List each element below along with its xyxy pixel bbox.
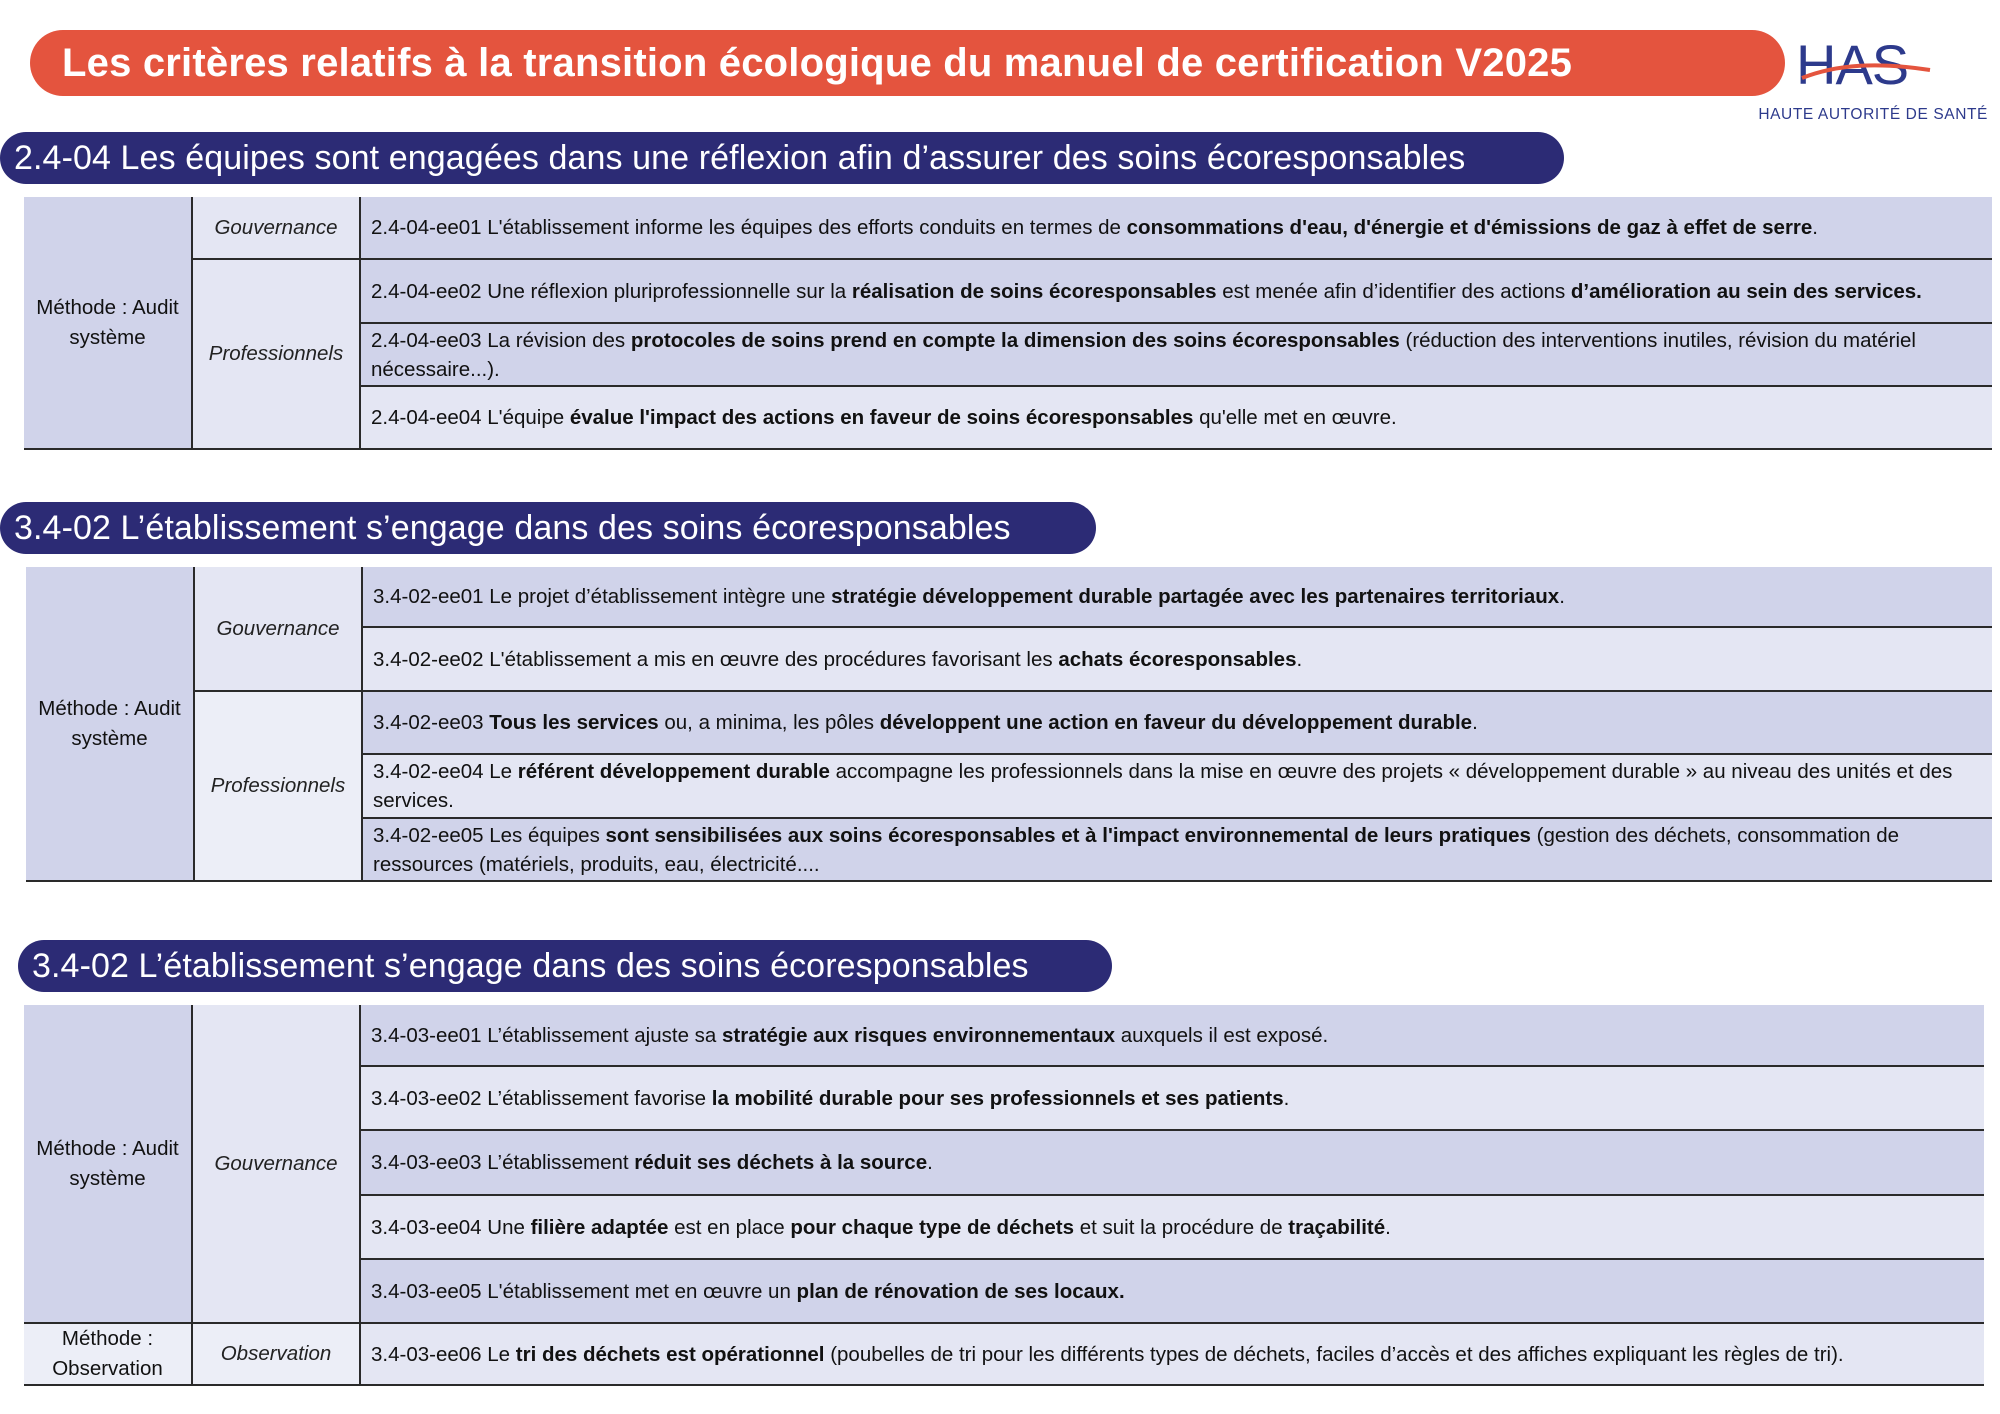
criterion-text: accompagne les professionnels dans la mise en œuvre des projets « développement durable » au niveau des unités et des services. [373, 760, 1953, 812]
criterion-id: 3.4-02-ee03 [373, 711, 484, 734]
criterion-text: . [1385, 1215, 1391, 1239]
category-cell: Gouvernance [194, 567, 362, 691]
criterion-emphasis: stratégie aux risques environnementaux [722, 1023, 1116, 1047]
criterion-text: Les équipes [483, 823, 606, 847]
criterion-text: . [927, 1151, 933, 1174]
criterion-emphasis: la mobilité durable pour ses professionnels et ses patients [711, 1086, 1284, 1110]
criterion-text: L’établissement ajuste sa [481, 1023, 723, 1047]
criterion-text: est menée afin d’identifier des actions [1216, 279, 1571, 303]
criterion-text: L’établissement favorise [481, 1086, 712, 1110]
criterion-text: . [1472, 711, 1478, 734]
criterion-cell [362, 818, 1992, 881]
criterion-text: ou, a minima, les pôles [658, 711, 880, 734]
criterion-cell [360, 259, 1992, 323]
criterion-id: 3.4-03-ee03 [371, 1151, 482, 1174]
criterion-emphasis: traçabilité [1288, 1215, 1386, 1239]
criterion-text: (poubelles de tri pour les différents types de déchets, faciles d’accès et des affiches expliquant les règles de tri). [824, 1342, 1844, 1366]
method-cell: Méthode : Audit système [24, 1005, 192, 1323]
method-cell: Méthode : Audit système [26, 567, 194, 881]
criterion-text: est en place [668, 1215, 791, 1239]
criterion-cell [360, 1323, 1984, 1385]
section-3-table [24, 1005, 1984, 1386]
criterion-text: L’établissement [481, 1151, 635, 1174]
title-banner [30, 30, 1785, 96]
criterion-text: . [1283, 1086, 1290, 1110]
logo-swoosh-icon [1798, 40, 1938, 100]
criterion-text: auxquels il est exposé. [1115, 1023, 1329, 1047]
section-1-table [24, 197, 1992, 450]
criterion-cell [360, 1130, 1984, 1195]
method-cell: Méthode : Audit système [24, 197, 192, 449]
criterion-text: et suit la procédure de [1074, 1215, 1289, 1239]
criterion-cell [362, 754, 1992, 818]
criterion-text: L'établissement a mis en œuvre des procédures favorisant les [483, 647, 1059, 671]
criterion-cell [362, 691, 1992, 754]
criterion-emphasis: tri des déchets est opérationnel [515, 1342, 825, 1366]
section-2-table [26, 567, 1992, 882]
category-cell: Gouvernance [192, 1005, 360, 1323]
criterion-id: 2.4-04-ee02 [371, 279, 482, 303]
criterion-text: (réduction des interventions inutiles, révision du matériel nécessaire...). [371, 328, 1916, 381]
criterion-emphasis: protocoles de soins prend en compte la dimension des soins écoresponsables [630, 328, 1400, 352]
section-1-title-pill [0, 132, 1564, 184]
criterion-text: Une [481, 1215, 531, 1239]
criterion-text: L'équipe [481, 406, 570, 429]
criterion-cell [360, 1066, 1984, 1130]
criterion-text: Le [483, 760, 518, 783]
criterion-emphasis: développent une action en faveur du développement durable [879, 711, 1473, 734]
criterion-id: 2.4-04-ee01 [371, 216, 482, 239]
criterion-emphasis: référent développement durable [517, 760, 830, 783]
criterion-id: 3.4-03-ee04 [371, 1215, 482, 1239]
criterion-emphasis: stratégie développement durable partagée avec les partenaires territoriaux [831, 585, 1560, 608]
criterion-text: L'établissement met en œuvre un [481, 1279, 797, 1303]
criterion-emphasis: réalisation de soins écoresponsables [851, 279, 1217, 303]
section-3-title: 3.4-02 L’établissement s’engage dans des soins écoresponsables [32, 946, 1029, 985]
criterion-id: 3.4-02-ee01 [373, 585, 484, 608]
criterion-cell [360, 1259, 1984, 1323]
criterion-id: 2.4-04-ee04 [371, 406, 482, 429]
criterion-text: La révision des [481, 328, 631, 352]
category-cell: Observation [192, 1323, 360, 1385]
criterion-emphasis: évalue l'impact des actions en faveur de soins écoresponsables [569, 406, 1194, 429]
criterion-id: 2.4-04-ee03 [371, 328, 482, 352]
section-2-title-pill [0, 502, 1096, 554]
criterion-cell [360, 1005, 1984, 1066]
criterion-text: . [1812, 216, 1818, 239]
category-cell: Gouvernance [192, 197, 360, 259]
criterion-cell [360, 323, 1992, 386]
page-title: Les critères relatifs à la transition écologique du manuel de certification V2025 [62, 40, 1573, 85]
criterion-text: . [1559, 585, 1565, 608]
criterion-cell [362, 627, 1992, 691]
criterion-text: Le projet d’établissement intègre une [483, 585, 832, 608]
criterion-emphasis: pour chaque type de déchets [790, 1215, 1075, 1239]
criterion-emphasis: Tous les services [489, 711, 659, 734]
criterion-id: 3.4-03-ee01 [371, 1023, 482, 1047]
criterion-cell [362, 567, 1992, 627]
criterion-text: Une réflexion pluriprofessionnelle sur la [481, 279, 852, 303]
section-2-title: 3.4-02 L’établissement s’engage dans des soins écoresponsables [14, 508, 1011, 547]
criterion-emphasis: d’amélioration au sein des services. [1570, 279, 1922, 303]
criterion-id: 3.4-03-ee02 [371, 1086, 482, 1110]
category-cell: Professionnels [194, 691, 362, 881]
criterion-emphasis: achats écoresponsables [1058, 647, 1297, 671]
criterion-cell [360, 1195, 1984, 1259]
criterion-text: (gestion des déchets, consommation de ressources (matériels, produits, eau, électricité.... [373, 823, 1900, 876]
criterion-text: qu'elle met en œuvre. [1193, 406, 1397, 429]
criterion-id: 3.4-02-ee02 [373, 647, 484, 671]
method-cell: Méthode : Observation [24, 1323, 192, 1385]
criterion-emphasis: filière adaptée [530, 1215, 669, 1239]
has-logo [1748, 30, 1988, 130]
criterion-cell [360, 386, 1992, 449]
criterion-id: 3.4-02-ee04 [373, 760, 484, 783]
criterion-text: . [1296, 647, 1303, 671]
criterion-text: Le [481, 1342, 516, 1366]
criterion-emphasis: réduit ses déchets à la source [634, 1151, 928, 1174]
criterion-id: 3.4-02-ee05 [373, 823, 484, 847]
criterion-emphasis: sont sensibilisées aux soins écoresponsables et à l'impact environnemental de leurs pratiques [605, 823, 1531, 847]
section-3-title-pill [18, 940, 1112, 992]
criterion-id: 3.4-03-ee05 [371, 1279, 482, 1303]
category-cell: Professionnels [192, 259, 360, 449]
section-1-title: 2.4-04 Les équipes sont engagées dans une réflexion afin d’assurer des soins écoresponsables [14, 138, 1466, 177]
criterion-text: L'établissement informe les équipes des efforts conduits en termes de [481, 216, 1127, 239]
criterion-emphasis: consommations d'eau, d'énergie et d'émissions de gaz à effet de serre [1126, 216, 1813, 239]
logo-subtitle: HAUTE AUTORITÉ DE SANTÉ [1758, 106, 1988, 123]
criterion-emphasis: plan de rénovation de ses locaux. [796, 1279, 1125, 1303]
criterion-id: 3.4-03-ee06 [371, 1342, 482, 1366]
logo-letters: HAS [1796, 33, 1909, 96]
criterion-cell [360, 197, 1992, 259]
